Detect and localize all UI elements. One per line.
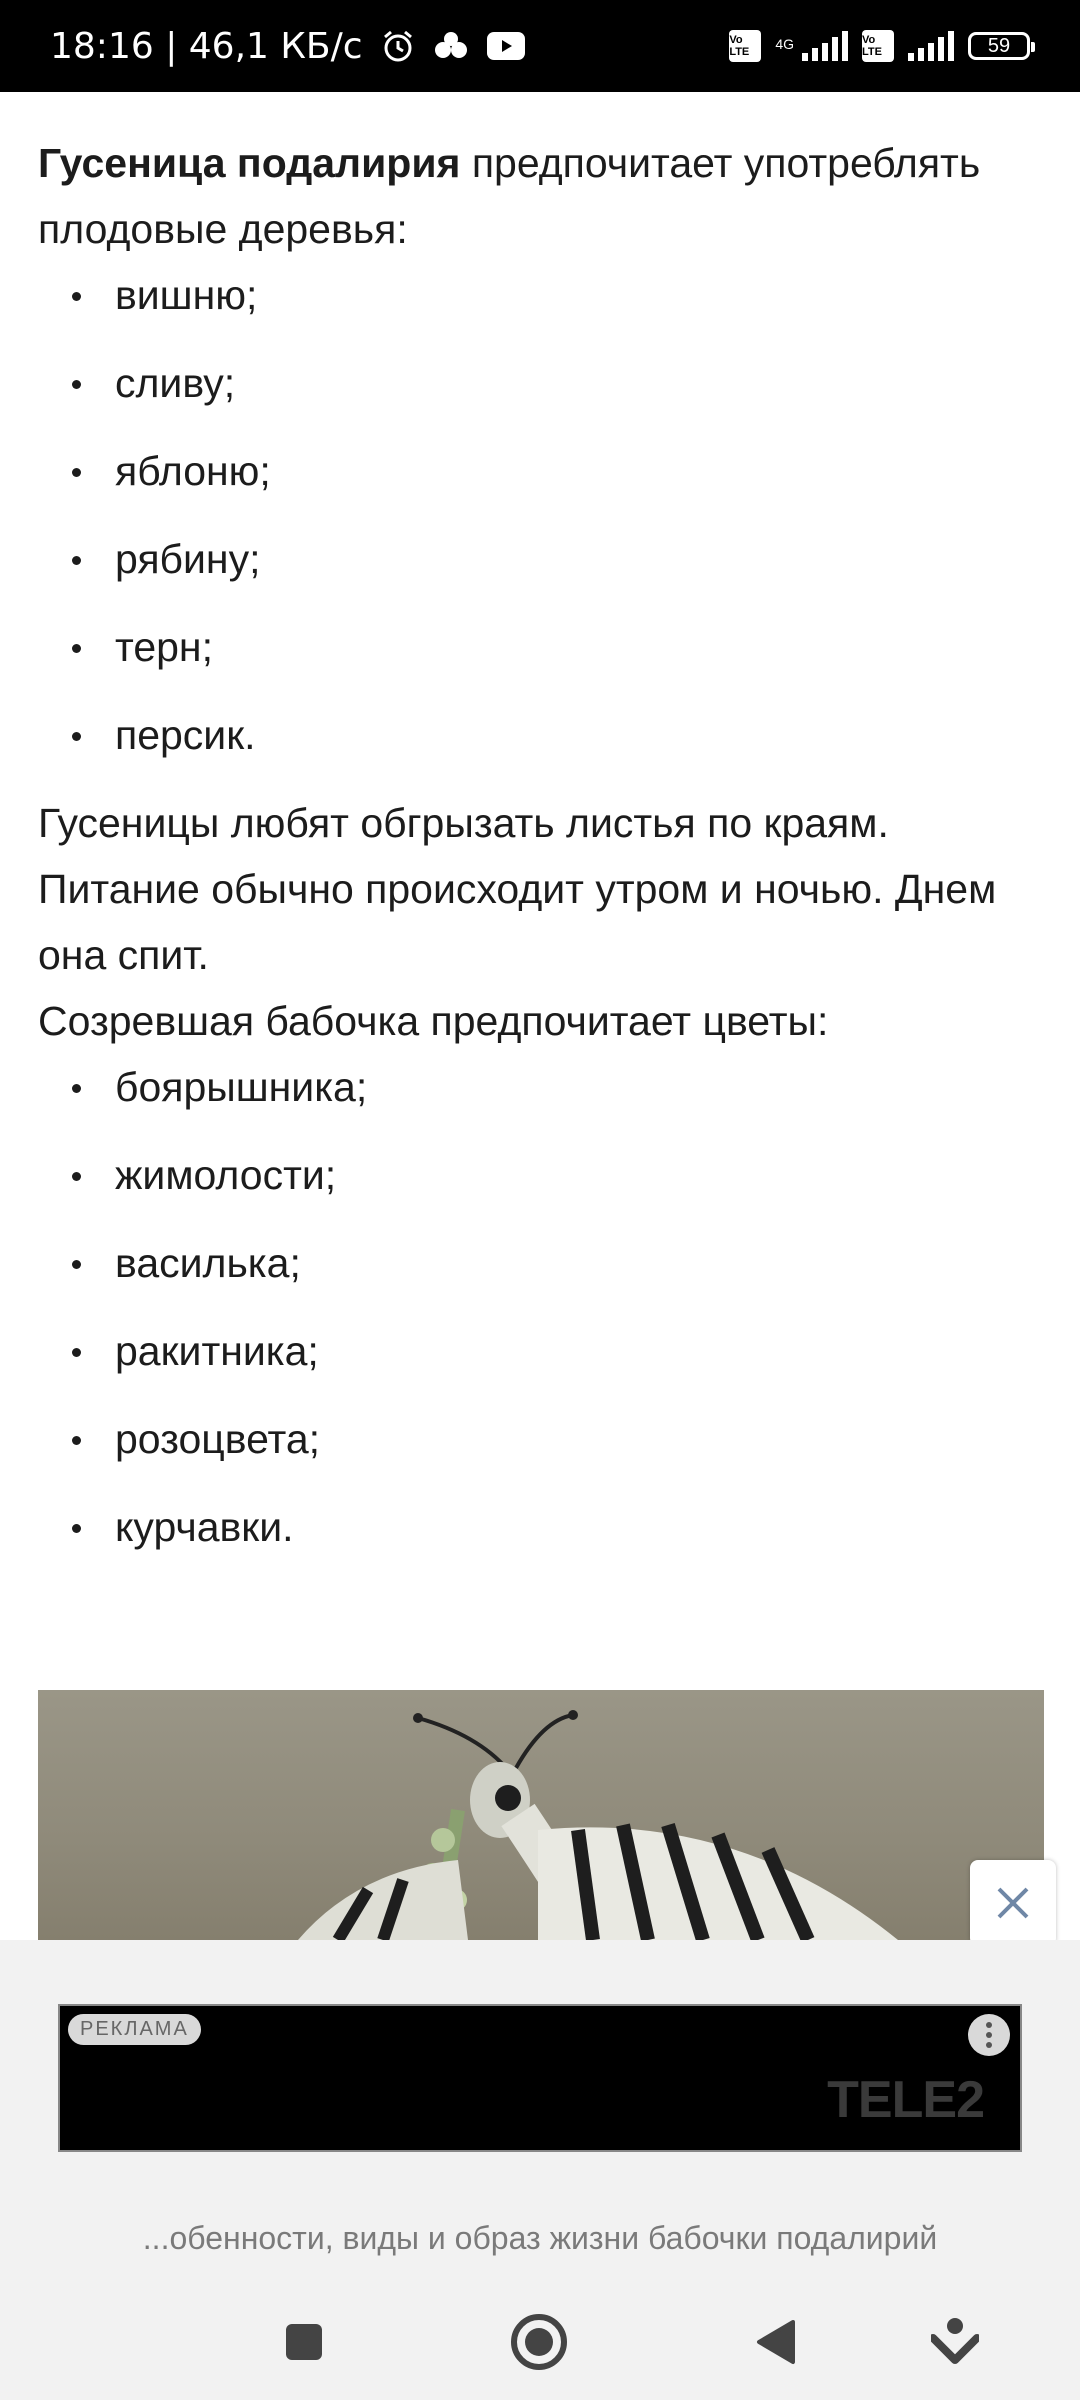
list-item-text: сливу; [115,360,236,406]
close-ad-button[interactable] [970,1860,1056,1946]
back-button[interactable] [745,2312,805,2372]
list-item [38,1494,1048,1582]
dot [986,2022,992,2028]
dot [986,2042,992,2048]
list-item [38,438,1048,526]
butterfly-photo [38,1690,1044,1940]
dot [986,2032,992,2038]
bullet-dot [72,292,81,301]
paragraph-text: предпочитает употреблять плодовые деревья: [38,140,981,252]
tree-list [38,262,1048,790]
list-item [38,614,1048,702]
ad-brand-logo: TELE2 [827,2071,984,2129]
list-item [38,1142,1048,1230]
signal-icon [802,31,848,61]
list-item-text: терн; [115,624,213,670]
page-title-caption: ...обенности, виды и образ жизни бабочки подалирий [142,2220,938,2256]
bullet-dot [72,1260,81,1269]
volte-label: Vo LTE [729,34,750,58]
recents-icon [284,2322,324,2362]
bullet-dot [72,1084,81,1093]
close-icon [995,1885,1031,1921]
app-notification-icon [433,30,469,62]
list-item [38,702,1048,790]
volte-label-2: Vo LTE [862,34,882,58]
ad-label: РЕКЛАМА [68,2014,201,2045]
bullet-dot [72,1172,81,1181]
list-item [38,1406,1048,1494]
status-time-speed: 18:16 | 46,1 КБ/с [50,25,363,67]
paragraph-adult-diet: Созревшая бабочка предпочитает цветы: [38,998,829,1044]
volte-icon [729,30,761,62]
volte-icon-2 [862,30,894,62]
bullet-dot [72,380,81,389]
bullet-dot [72,1348,81,1357]
list-item-text: курчавки. [115,1504,294,1550]
bullet-dot [72,556,81,565]
paragraph-feeding: Гусеницы любят обгрызать листья по краям. Питание обычно происходит утром и ночью. Днем она спит. [38,800,997,978]
list-item [38,526,1048,614]
bullet-dot [72,732,81,741]
assistant-button[interactable] [925,2312,985,2372]
list-item-text: жимолости; [115,1152,337,1198]
list-item [38,1230,1048,1318]
status-right [729,0,1030,92]
navigation-bar [0,2290,1080,2380]
bold-term: Гусеница подалирия [38,140,461,186]
back-icon [753,2318,797,2366]
status-bar [0,0,1080,92]
assistant-icon [931,2316,979,2368]
list-item-text: ракитника; [115,1328,319,1374]
paragraph-caterpillar-diet [38,130,1048,262]
signal-icon-2 [908,31,954,61]
home-icon [509,2312,569,2372]
list-item [38,350,1048,438]
battery-level: 59 [987,34,1011,57]
bullet-dot [72,644,81,653]
bullet-dot [72,1524,81,1533]
bullet-dot [72,468,81,477]
home-button[interactable] [509,2312,569,2372]
list-item-text: боярышника; [115,1064,368,1110]
list-item-text: рябину; [115,536,261,582]
ad-banner[interactable] [58,2004,1022,2152]
list-item-text: яблоню; [115,448,271,494]
alarm-icon [381,29,415,63]
article-content [38,130,1048,1582]
butterfly-illustration [38,1690,1044,1940]
recents-button[interactable] [274,2312,334,2372]
list-item [38,262,1048,350]
network-type: 4G [775,36,794,52]
list-item-text: розоцвета; [115,1416,321,1462]
status-left [50,0,525,92]
ad-menu-button[interactable] [968,2014,1010,2056]
flower-list [38,1054,1048,1582]
youtube-icon [487,32,525,60]
list-item-text: василька; [115,1240,301,1286]
bullet-dot [72,1436,81,1445]
list-item-text: вишню; [115,272,258,318]
list-item-text: персик. [115,712,256,758]
list-item [38,1318,1048,1406]
battery-icon [968,32,1030,60]
list-item [38,1054,1048,1142]
